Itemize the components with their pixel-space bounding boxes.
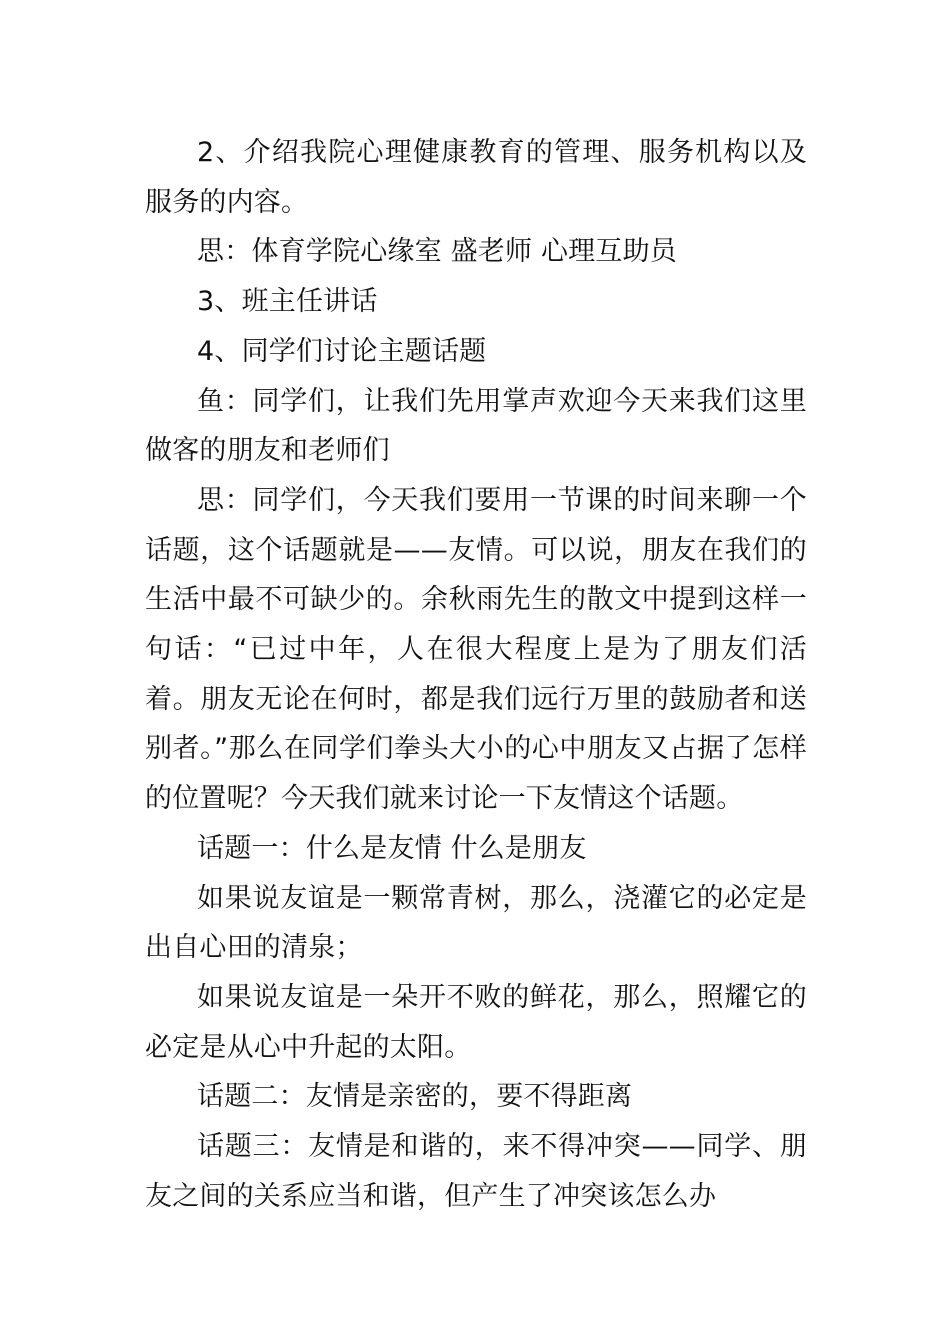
paragraph-flower: 如果说友谊是一朵开不败的鲜花，那么，照耀它的必定是从心中升起的太阳。 xyxy=(145,981,807,1063)
paragraph-teacher-speech: 3、班主任讲话 xyxy=(197,286,378,318)
paragraph-topic-one: 话题一：什么是友情 什么是朋友 xyxy=(197,832,587,864)
paragraph-intro-services: 2、介绍我院心理健康教育的管理、服务机构以及服务的内容。 xyxy=(145,137,807,218)
paragraph-yu-welcome: 鱼：同学们，让我们先用掌声欢迎今天来我们这里做客的朋友和老师们 xyxy=(145,385,807,467)
paragraph-si-friendship: 思：同学们，今天我们要用一节课的时间来聊一个话题，这个话题就是——友情。可以说，朋友在我们的生活中最不可缺少的。余秋雨先生的散文中提到这样一句话：“已过中年，人在很大程度上是为了朋友们活着。朋友无论在何时，都是我们远行万里的鼓励者和送别者。”那么在同学们拳头大小的心中朋友又占据了怎样的位置呢？今天我们就来讨论一下友情这个话题。 xyxy=(145,484,807,815)
paragraph-topic-three: 话题三：友情是和谐的，来不得冲突——同学、朋友之间的关系应当和谐，但产生了冲突该怎么办 xyxy=(145,1131,807,1212)
paragraph-evergreen: 如果说友谊是一颗常青树，那么，浇灌它的必定是出自心田的清泉； xyxy=(145,882,807,964)
document-body xyxy=(145,128,807,1221)
paragraph-topic-two: 话题二：友情是亲密的，要不得距离 xyxy=(197,1081,633,1113)
paragraph-discussion: 4、同学们讨论主题话题 xyxy=(197,335,487,367)
paragraph-si-staff: 思：体育学院心缘室 盛老师 心理互助员 xyxy=(197,236,677,268)
